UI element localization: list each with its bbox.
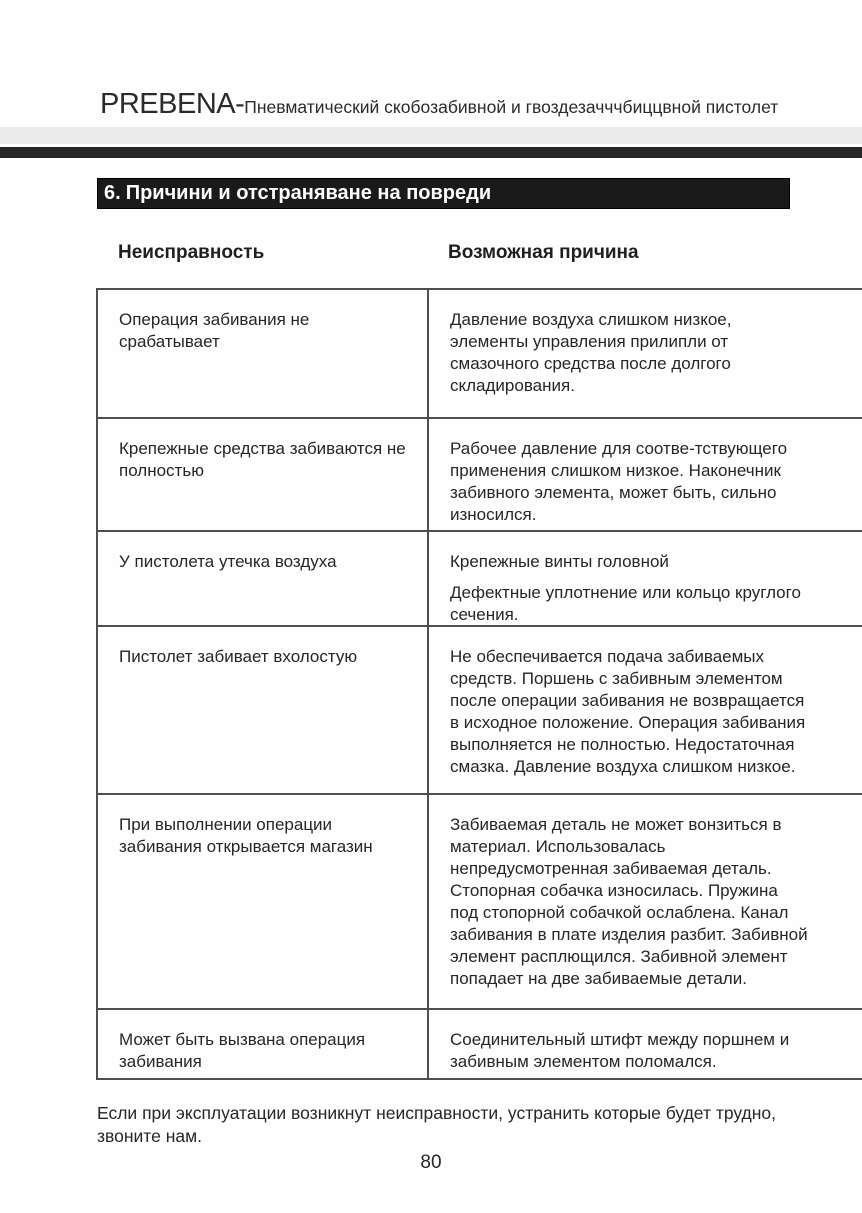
brand-wordmark: PREBENA-	[100, 88, 245, 120]
fault-text: У пистолета утечка воздуха	[119, 552, 337, 571]
page-number: 80	[420, 1152, 442, 1173]
fault-cell	[98, 532, 429, 625]
fault-cell	[98, 290, 429, 417]
cause-text: Не обеспечивается подача забиваемых средств. Поршень с забивным элементом после операции забивания не возвращается в исходное положение. Операция забивания выполняется не полностью. Недостаточная смазка. Давление воздуха слишком низкое.	[450, 647, 806, 776]
fault-cell	[98, 795, 429, 1008]
fault-text: При выполнении операции забивания открывается магазин	[119, 815, 373, 856]
doc-header-subtitle: Пневматический скобозабивной и гвоздезачччбиццвной пистолет	[244, 97, 779, 117]
fault-cell	[98, 1010, 429, 1078]
header-gray-rule	[0, 127, 862, 144]
doc-header	[100, 88, 820, 121]
fault-text: Пистолет забивает вхолостую	[119, 647, 358, 666]
section-number: 6.	[104, 182, 121, 204]
section-title: Причини и отстраняване на повреди	[125, 182, 492, 204]
fault-cell	[98, 419, 429, 530]
table-row	[98, 532, 862, 627]
cause-cell	[429, 290, 862, 417]
troubleshooting-table	[96, 288, 862, 1080]
column-header-cause: Возможная причина	[448, 242, 639, 263]
fault-text: Может быть вызвана операция забивания	[119, 1030, 366, 1071]
table-row	[98, 419, 862, 532]
header-black-rule	[0, 147, 862, 158]
cause-text: Соединительный штифт между поршнем и забивным элементом поломался.	[450, 1030, 790, 1071]
section-heading-bar	[97, 178, 790, 209]
cause-text: Дефектные уплотнение или кольцо круглого сечения.	[450, 583, 801, 624]
cause-text: Крепежные винты головной	[450, 552, 669, 571]
footer-note: Если при эксплуатации возникнут неисправности, устранить которые будет трудно, звоните нам.	[97, 1103, 777, 1146]
cause-text: Рабочее давление для соотве-тствующего применения слишком низкое. Наконечник забивного элемента, может быть, сильно износился.	[450, 439, 788, 524]
table-row	[98, 795, 862, 1010]
cause-cell	[429, 419, 862, 530]
cause-cell	[429, 627, 862, 793]
fault-cell	[98, 627, 429, 793]
cause-cell	[429, 1010, 862, 1078]
table-row	[98, 290, 862, 419]
column-header-fault: Неисправность	[118, 242, 265, 263]
table-row	[98, 627, 862, 795]
fault-text: Операция забивания не срабатывает	[119, 310, 310, 351]
table-row	[98, 1010, 862, 1080]
fault-text: Крепежные средства забиваются не полностью	[119, 439, 406, 480]
cause-text: Давление воздуха слишком низкое, элементы управления прилипли от смазочного средства после долгого складирования.	[450, 310, 732, 395]
cause-text: Забиваемая деталь не может вонзиться в материал. Использовалась непредусмотренная забиваемая деталь. Стопорная собачка износилась. Пружина под стопорной собачкой ослаблена. Канал забивания в плате изделия разбит. Забивной элемент расплющился. Забивной элемент попадает на две забиваемые детали.	[450, 815, 808, 988]
cause-cell	[429, 795, 862, 1008]
cause-cell	[429, 532, 862, 625]
